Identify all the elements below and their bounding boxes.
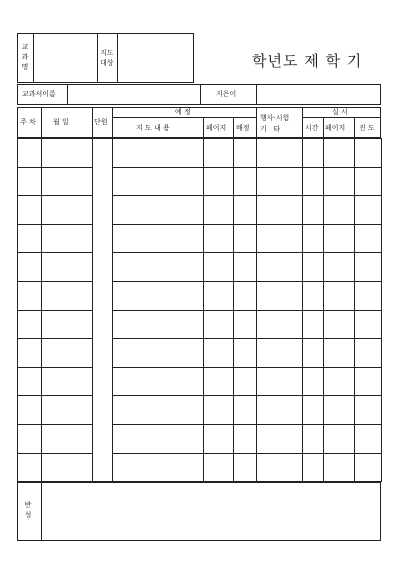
table-cell[interactable]	[93, 453, 113, 482]
hdr-div-unit	[112, 107, 113, 138]
table-cell[interactable]	[93, 281, 113, 310]
table-cell[interactable]	[204, 310, 234, 339]
col-actual-page: 페이지	[325, 124, 346, 132]
reflection-label: 반 성	[24, 501, 32, 519]
table-cell[interactable]	[324, 453, 355, 482]
schedule-grid	[17, 138, 382, 482]
table-row	[18, 424, 382, 453]
col-month-day: 월 일	[53, 118, 69, 126]
hdr-div-plan-end	[256, 107, 257, 138]
table-row	[18, 367, 382, 396]
table-cell[interactable]	[257, 196, 303, 225]
hdr-actual-hline	[302, 117, 381, 118]
table-cell[interactable]	[303, 281, 324, 310]
table-cell[interactable]	[257, 253, 303, 282]
table-cell[interactable]	[324, 424, 355, 453]
table-cell[interactable]	[18, 339, 42, 368]
author-label: 지은이	[216, 90, 237, 98]
reflection-input[interactable]	[42, 483, 380, 540]
hdr-div-plan-page	[203, 117, 204, 138]
table-cell[interactable]	[204, 396, 234, 425]
table-cell[interactable]	[257, 396, 303, 425]
table-cell[interactable]	[204, 196, 234, 225]
hdr-div-allocation	[233, 117, 234, 138]
table-cell[interactable]	[113, 196, 204, 225]
table-cell[interactable]	[303, 139, 324, 168]
table-cell[interactable]	[355, 224, 382, 253]
table-cell[interactable]	[324, 339, 355, 368]
table-cell[interactable]	[42, 396, 93, 425]
subject-input[interactable]	[34, 34, 96, 82]
term-title: 학년도 제 학 기	[252, 52, 363, 70]
table-cell[interactable]	[257, 310, 303, 339]
table-cell[interactable]	[42, 424, 93, 453]
table-cell[interactable]	[355, 196, 382, 225]
table-cell[interactable]	[42, 367, 93, 396]
table-cell[interactable]	[42, 310, 93, 339]
col-progress: 진 도	[359, 124, 375, 132]
table-cell[interactable]	[18, 453, 42, 482]
table-cell[interactable]	[324, 196, 355, 225]
table-cell[interactable]	[204, 339, 234, 368]
table-cell[interactable]	[93, 196, 113, 225]
table-cell[interactable]	[303, 224, 324, 253]
table-cell[interactable]	[204, 367, 234, 396]
table-cell[interactable]	[324, 396, 355, 425]
table-cell[interactable]	[234, 396, 257, 425]
table-cell[interactable]	[257, 139, 303, 168]
table-cell[interactable]	[324, 281, 355, 310]
target-label: 지도 대상	[100, 49, 114, 67]
table-cell[interactable]	[303, 396, 324, 425]
table-cell[interactable]	[355, 339, 382, 368]
col-allocation: 배정	[236, 124, 250, 132]
target-input[interactable]	[118, 34, 193, 82]
table-cell[interactable]	[93, 224, 113, 253]
table-cell[interactable]	[355, 396, 382, 425]
hdr-div-progress	[354, 117, 355, 138]
target-divider-left	[97, 33, 98, 83]
table-cell[interactable]	[355, 310, 382, 339]
table-cell[interactable]	[93, 167, 113, 196]
table-cell[interactable]	[113, 167, 204, 196]
table-cell[interactable]	[303, 310, 324, 339]
table-row	[18, 453, 382, 482]
hdr-div-date	[92, 107, 93, 138]
table-cell[interactable]	[113, 281, 204, 310]
col-plan-group: 예 정	[175, 108, 191, 116]
table-cell[interactable]	[234, 196, 257, 225]
table-cell[interactable]	[42, 453, 93, 482]
table-cell[interactable]	[303, 424, 324, 453]
table-cell[interactable]	[355, 253, 382, 282]
table-row	[18, 281, 382, 310]
table-cell[interactable]	[204, 453, 234, 482]
table-cell[interactable]	[234, 253, 257, 282]
table-cell[interactable]	[234, 424, 257, 453]
table-cell[interactable]	[355, 453, 382, 482]
hdr-div-week	[41, 107, 42, 138]
table-cell[interactable]	[257, 281, 303, 310]
table-cell[interactable]	[355, 424, 382, 453]
table-cell[interactable]	[93, 310, 113, 339]
table-cell[interactable]	[204, 253, 234, 282]
table-cell[interactable]	[42, 339, 93, 368]
table-cell[interactable]	[355, 139, 382, 168]
col-actual-time: 시간	[305, 124, 319, 132]
table-cell[interactable]	[324, 224, 355, 253]
table-cell[interactable]	[234, 281, 257, 310]
table-cell[interactable]	[257, 339, 303, 368]
table-cell[interactable]	[42, 196, 93, 225]
col-week: 주 차	[20, 118, 36, 126]
table-cell[interactable]	[303, 196, 324, 225]
table-cell[interactable]	[324, 253, 355, 282]
table-cell[interactable]	[204, 424, 234, 453]
table-cell[interactable]	[324, 167, 355, 196]
column-header	[17, 107, 381, 138]
table-cell[interactable]	[303, 253, 324, 282]
table-cell[interactable]	[18, 310, 42, 339]
table-cell[interactable]	[257, 224, 303, 253]
subject-label: 교 과 명	[21, 43, 29, 71]
table-cell[interactable]	[18, 396, 42, 425]
table-cell[interactable]	[18, 167, 42, 196]
table-cell[interactable]	[18, 139, 42, 168]
table-cell[interactable]	[18, 281, 42, 310]
col-guidance-content: 지 도 내 용	[136, 124, 170, 132]
table-cell[interactable]	[18, 424, 42, 453]
col-actual-group: 실 시	[332, 108, 348, 116]
table-cell[interactable]	[18, 367, 42, 396]
table-cell[interactable]	[113, 396, 204, 425]
table-row	[18, 310, 382, 339]
table-cell[interactable]	[113, 424, 204, 453]
table-cell[interactable]	[93, 367, 113, 396]
table-cell[interactable]	[42, 224, 93, 253]
table-row	[18, 224, 382, 253]
table-cell[interactable]	[42, 253, 93, 282]
table-row	[18, 196, 382, 225]
table-cell[interactable]	[93, 253, 113, 282]
table-row	[18, 339, 382, 368]
table-cell[interactable]	[113, 339, 204, 368]
table-cell[interactable]	[93, 424, 113, 453]
table-row	[18, 139, 382, 168]
table-cell[interactable]	[324, 310, 355, 339]
table-row	[18, 396, 382, 425]
table-cell[interactable]	[204, 167, 234, 196]
textbook-label: 교과서이름	[22, 90, 56, 98]
hdr-div-events	[302, 107, 303, 138]
table-cell[interactable]	[42, 281, 93, 310]
table-cell[interactable]	[42, 139, 93, 168]
table-cell[interactable]	[113, 367, 204, 396]
table-cell[interactable]	[18, 224, 42, 253]
table-cell[interactable]	[355, 367, 382, 396]
table-cell[interactable]	[42, 167, 93, 196]
table-cell[interactable]	[257, 167, 303, 196]
col-plan-page: 페이지	[206, 124, 227, 132]
table-cell[interactable]	[234, 224, 257, 253]
table-cell[interactable]	[113, 453, 204, 482]
hdr-plan-hline	[112, 117, 256, 118]
table-cell[interactable]	[234, 139, 257, 168]
table-cell[interactable]	[204, 139, 234, 168]
table-cell[interactable]	[204, 224, 234, 253]
table-cell[interactable]	[113, 139, 204, 168]
table-cell[interactable]	[113, 310, 204, 339]
textbook-input[interactable]	[68, 85, 199, 104]
table-cell[interactable]	[355, 167, 382, 196]
table-cell[interactable]	[93, 139, 113, 168]
table-row	[18, 167, 382, 196]
col-events: 행사·시험 기 타	[260, 114, 290, 133]
table-cell[interactable]	[234, 339, 257, 368]
table-cell[interactable]	[113, 224, 204, 253]
col-unit: 단원	[94, 118, 108, 126]
table-cell[interactable]	[234, 167, 257, 196]
table-cell[interactable]	[113, 253, 204, 282]
author-input[interactable]	[257, 85, 380, 104]
table-cell[interactable]	[257, 424, 303, 453]
table-cell[interactable]	[234, 367, 257, 396]
table-cell[interactable]	[93, 396, 113, 425]
table-cell[interactable]	[355, 281, 382, 310]
table-cell[interactable]	[204, 281, 234, 310]
table-cell[interactable]	[18, 253, 42, 282]
table-row	[18, 253, 382, 282]
table-cell[interactable]	[303, 367, 324, 396]
table-cell[interactable]	[303, 453, 324, 482]
info-divider-2	[200, 84, 201, 105]
table-cell[interactable]	[303, 167, 324, 196]
table-cell[interactable]	[234, 453, 257, 482]
table-cell[interactable]	[303, 339, 324, 368]
table-cell[interactable]	[18, 196, 42, 225]
table-cell[interactable]	[324, 139, 355, 168]
table-cell[interactable]	[324, 367, 355, 396]
table-cell[interactable]	[257, 453, 303, 482]
table-cell[interactable]	[257, 367, 303, 396]
hdr-div-actual-page	[323, 117, 324, 138]
table-cell[interactable]	[93, 339, 113, 368]
table-cell[interactable]	[234, 310, 257, 339]
